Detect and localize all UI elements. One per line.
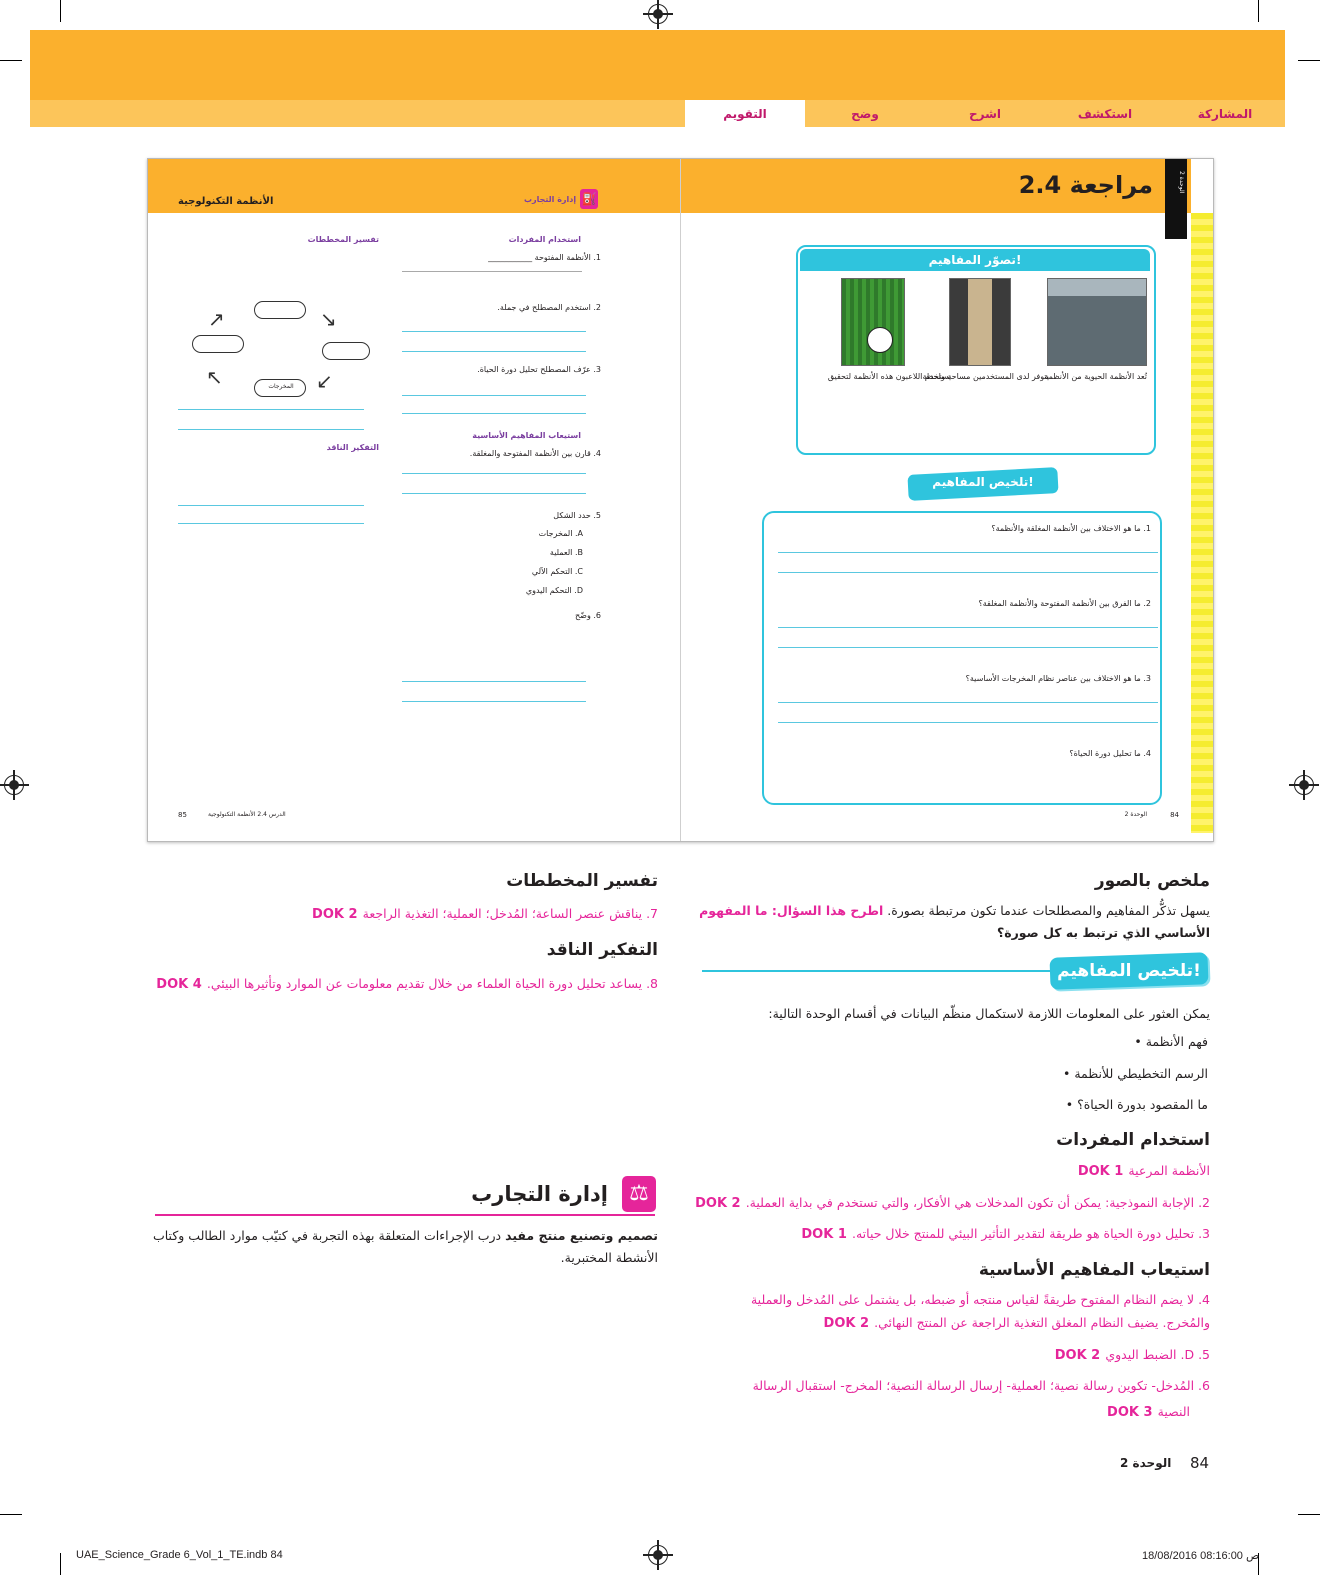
summary-q4: 4. ما تحليل دورة الحياة؟ — [1069, 749, 1151, 758]
cycle-box-top — [254, 301, 306, 319]
answer-line — [402, 331, 586, 332]
tab-explore[interactable]: استكشف — [1077, 106, 1133, 121]
lab-badge-icon: ⛽ — [580, 189, 598, 209]
left-page-header: الأنظمة التكنولوجية — [178, 196, 274, 207]
bullet-item: فهم الأنظمة • — [1134, 1034, 1208, 1049]
slug-filename: UAE_Science_Grade 6_Vol_1_TE.indb 84 — [76, 1549, 283, 1561]
summary-box — [762, 511, 1162, 805]
dok-badge: DOK 1 — [1077, 1164, 1124, 1179]
heading-vocab: استخدام المفردات — [1056, 1130, 1210, 1150]
answer-line — [178, 505, 364, 506]
cycle-box-right — [322, 342, 370, 360]
crop-mark — [0, 60, 22, 61]
bullet-item: الرسم التخطيطي للأنظمة • — [1063, 1066, 1208, 1081]
crop-mark — [1258, 0, 1259, 22]
dok-badge: DOK 1 — [801, 1227, 847, 1242]
answer-line — [402, 271, 582, 272]
soccer-ball — [867, 327, 893, 353]
review-title: مراجعة 2.4 — [1018, 171, 1153, 199]
bookmark-label: الوحدة 2 — [1178, 171, 1185, 194]
understand-answer-4-text: والمُخرج. يضيف النظام المغلق التغذية الراجعة عن المنتج النهائي. — [874, 1315, 1210, 1330]
lab-text-bold: تصميم وتصنيع منتج مفيد — [505, 1228, 658, 1243]
option-a: A. المخرجات — [538, 529, 583, 538]
slug-date: 18/08/2016 08:16:00 ‏ص — [1142, 1550, 1260, 1562]
traffic-photo — [1047, 278, 1147, 366]
bullet-item: ما المقصود بدورة الحياة؟ • — [1066, 1097, 1208, 1112]
answer-line — [402, 473, 586, 474]
summary-banner-main-title: تلخيص المفاهيم! — [1057, 961, 1201, 981]
lab-text-rest: درب الإجراءات المتعلقة بهذه التجربة في كتيّب موارد الطالب وكتاب — [152, 1228, 502, 1243]
summary-line-2: الأساسي الذي ترتبط به كل صورة؟ — [996, 925, 1210, 940]
cycle-arrow-icon: ↗ — [208, 307, 225, 331]
folio-right-number: 84 — [1170, 811, 1179, 819]
answer-line — [778, 702, 1158, 703]
critical-head-small: التفكير الناقد — [326, 443, 379, 452]
answer-line — [778, 647, 1158, 648]
critical-answer-8 — [156, 973, 658, 992]
cycle-arrow-icon: ↙ — [316, 369, 333, 393]
tab-evaluate[interactable]: التقويم — [685, 100, 805, 127]
page-edge-stripe — [1191, 213, 1213, 833]
registration-mark-icon — [648, 4, 668, 24]
charts-answer-7-text: 7. يناقش عنصر الساعة؛ المُدخل؛ العملية؛ التغذية الراجعة — [362, 906, 658, 921]
vocab-answer-3 — [801, 1223, 1210, 1242]
understand-answer-4-line2 — [824, 1312, 1210, 1331]
crop-mark — [60, 1553, 61, 1575]
cycle-box-left — [192, 335, 244, 353]
vocab-3: 3. عرّف المصطلح تحليل دورة الحياة. — [477, 365, 601, 374]
understand-head-small: استيعاب المفاهيم الأساسية — [472, 431, 581, 440]
heading-critical: التفكير الناقد — [546, 940, 658, 960]
option-d: D. التحكم اليدوي — [525, 586, 583, 595]
lab-heading: إدارة التجارب — [471, 1182, 608, 1206]
answer-line — [402, 351, 586, 352]
top-banner — [30, 30, 1285, 100]
lab-flask-icon: ⚖ — [622, 1176, 656, 1212]
page-divider — [680, 159, 681, 841]
charts-head-small: تفسير المخططات — [307, 235, 379, 244]
cycle-arrow-icon: ↘ — [320, 307, 337, 331]
answer-line — [402, 395, 586, 396]
vocab-head-small: استخدام المفردات — [508, 235, 581, 244]
vocab-2: 2. استخدم المصطلح في جملة. — [497, 303, 601, 312]
folio-left-label: الدرس 2.4 الأنظمة التكنولوجية — [208, 811, 286, 818]
dok-badge: DOK 2 — [312, 907, 358, 922]
summary-q1: 1. ما هو الاختلاف بين الأنظمة المغلقة والأنظمة؟ — [991, 524, 1151, 533]
answer-line — [402, 413, 586, 414]
visual-concepts-title: تصوّر المفاهيم! — [928, 253, 1022, 267]
critical-answer-8-text: 8. يساعد تحليل دورة الحياة العلماء من خلال تقديم معلومات عن الموارد وتأثيرها البيئي. — [206, 976, 658, 991]
answer-line — [178, 429, 364, 430]
summary-q3: 3. ما هو الاختلاف بين عناصر نظام المخرجات الأساسية؟ — [965, 674, 1151, 683]
answer-line — [778, 722, 1158, 723]
summary-q2: 2. ما الفرق بين الأنظمة المفتوحة والأنظمة المغلقة؟ — [978, 599, 1151, 608]
tab-explain[interactable]: اشرح — [968, 106, 1002, 121]
tab-elaborate[interactable]: وضح — [851, 106, 879, 121]
answer-line — [178, 409, 364, 410]
understand-answer-5-text: 5. D. الضبط اليدوي — [1105, 1347, 1210, 1362]
summary-line-1-text: يسهل تذكُّر المفاهيم والمصطلحات عندما تكون مرتبطة بصورة. — [887, 903, 1210, 918]
registration-mark-icon — [648, 1545, 668, 1565]
answer-line — [778, 627, 1158, 628]
crop-mark — [0, 1514, 22, 1515]
charts-answer-7 — [312, 903, 658, 922]
tab-engage[interactable]: المشاركة — [1197, 106, 1253, 121]
registration-mark-icon — [4, 775, 24, 795]
caption-elevator: يتوفر لدى المستخدمين مساحة ولحظة — [922, 372, 1049, 381]
understand-answer-6-line1: 6. المُدخل- تكوين رسالة نصية؛ العملية- إرسال الرسالة النصية؛ المخرج- استقبال الرسالة — [752, 1378, 1210, 1393]
vocab-answer-1-text: الأنظمة المرعية — [1128, 1163, 1210, 1178]
summary-line-1-prompt: اطرح هذا السؤال: ما المفهوم — [699, 903, 884, 918]
cycle-arrow-icon: ↖ — [206, 365, 223, 389]
summary-line-1 — [699, 903, 1210, 918]
understand-4: 4. قارن بين الأنظمة المفتوحة والمغلقة. — [469, 449, 601, 458]
dok-badge: DOK 4 — [156, 977, 202, 992]
vocab-answer-1 — [1078, 1160, 1210, 1179]
lab-text-line1 — [153, 1228, 658, 1243]
registration-mark-icon — [1294, 775, 1314, 795]
crop-mark — [60, 0, 61, 22]
page-unit-label: الوحدة 2 — [1120, 1456, 1172, 1470]
option-c: C. التحكم الآلي — [531, 567, 583, 576]
dok-badge: DOK 2 — [823, 1316, 870, 1331]
dok-badge: DOK 2 — [1054, 1348, 1101, 1363]
answer-line — [402, 701, 586, 702]
summary-intro: يمكن العثور على المعلومات اللازمة لاستكمال منظّم البيانات في أقسام الوحدة التالية: — [768, 1006, 1210, 1021]
vocab-answer-2 — [695, 1192, 1210, 1211]
page-number: 84 — [1190, 1454, 1210, 1472]
lab-text-line2: الأنشطة المختبرية. — [560, 1250, 658, 1265]
student-edition-spread — [147, 158, 1214, 842]
crop-mark — [1298, 60, 1320, 61]
vocab-answer-3-text: 3. تحليل دورة الحياة هو طريقة لتقدير التأثير البيئي للمنتج خلال حياته. — [851, 1226, 1210, 1241]
folio-right-label: الوحدة 2 — [1124, 811, 1147, 818]
vocab-1: 1. الأنظمة المفتوحة ___________ — [488, 253, 601, 262]
option-b: B. العملية — [549, 548, 583, 557]
caption-traffic: تُعد الأنظمة الحيوية من الأنظمة — [1044, 372, 1147, 381]
answer-line — [778, 572, 1158, 573]
answer-line — [178, 523, 364, 524]
understand-answer-4-line1: 4. لا يضم النظام المفتوح طريقةً لقياس منتجه أو ضبطه، بل يشتمل على المُدخل والعملية — [750, 1292, 1210, 1307]
folio-left-number: 85 — [178, 811, 187, 819]
crop-mark — [1298, 1514, 1320, 1515]
understand-answer-6-line2 — [1107, 1401, 1190, 1420]
answer-line — [778, 552, 1158, 553]
heading-summary: ملخص بالصور — [1094, 871, 1210, 891]
summary-rule — [702, 970, 1052, 972]
soccer-field-photo — [841, 278, 905, 366]
understand-5: 5. حدد الشكل — [553, 511, 601, 520]
elevator-person-photo — [949, 278, 1011, 366]
understand-6: 6. وضّح — [575, 611, 601, 620]
dok-badge: DOK 3 — [1107, 1405, 1153, 1420]
dok-badge: DOK 2 — [695, 1196, 741, 1211]
heading-understand: استيعاب المفاهيم الأساسية — [978, 1260, 1210, 1280]
understand-answer-6-text: النصية — [1157, 1404, 1190, 1419]
vocab-answer-2-text: 2. الإجابة النموذجية: يمكن أن تكون المدخلات هي الأفكار، والتي تستخدم في بداية العملية. — [745, 1195, 1210, 1210]
lab-badge-label: إدارة التجارب — [524, 195, 577, 204]
heading-charts: تفسير المخططات — [506, 871, 658, 891]
cycle-label: المخرجات — [268, 383, 294, 390]
answer-line — [402, 681, 586, 682]
caption-soccer: يستخدم اللاعبون هذه الأنظمة لتحقيق — [827, 372, 951, 381]
understand-answer-5 — [1055, 1344, 1210, 1363]
lab-rule — [155, 1214, 655, 1216]
summary-banner-title: تلخيص المفاهيم! — [932, 475, 1034, 489]
answer-line — [402, 493, 586, 494]
section-tabs — [30, 100, 1285, 127]
